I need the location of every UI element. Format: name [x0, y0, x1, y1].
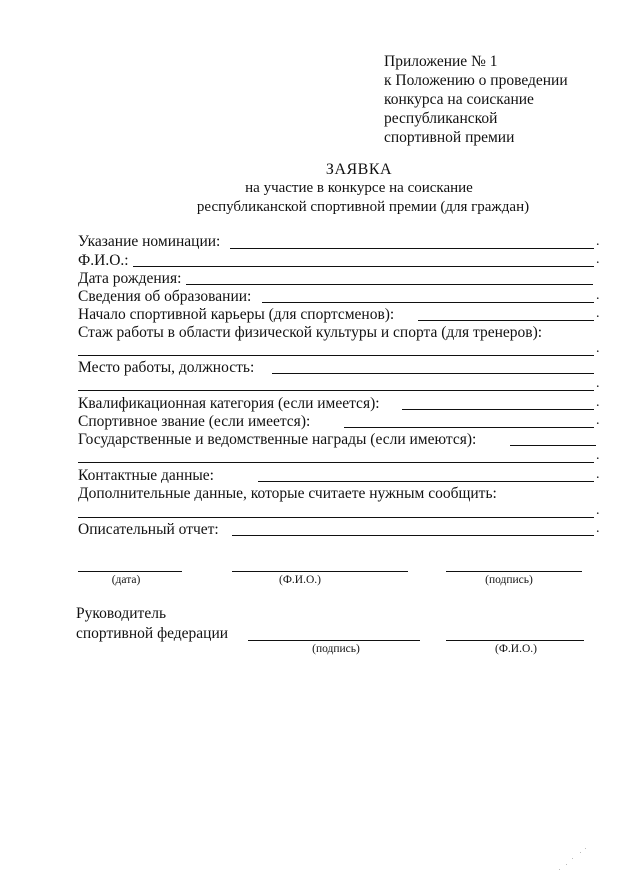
- education-input-line[interactable]: [262, 302, 594, 303]
- scan-speck: [559, 869, 560, 870]
- line-dot: .: [596, 503, 600, 518]
- line-dot: .: [596, 376, 600, 391]
- awards-input-line[interactable]: [510, 445, 596, 446]
- scan-speck: [572, 858, 573, 859]
- date-signature-line[interactable]: [78, 571, 182, 572]
- appendix-line: спортивной премии: [384, 129, 515, 146]
- line-dot: .: [596, 234, 600, 249]
- sport-title-input-line[interactable]: [344, 427, 594, 428]
- line-dot: .: [596, 341, 600, 356]
- field-label-birth-date: Дата рождения:: [78, 270, 182, 287]
- contacts-input-line[interactable]: [258, 481, 594, 482]
- field-label-additional: Дополнительные данные, которые считаете нужным сообщить:: [78, 485, 497, 502]
- sign-caption: (подпись): [485, 574, 533, 586]
- workplace-input-line-2[interactable]: [78, 390, 594, 391]
- line-dot: .: [596, 395, 600, 410]
- date-caption: (дата): [111, 574, 141, 586]
- awards-input-line-2[interactable]: [78, 462, 594, 463]
- report-input-line[interactable]: [232, 535, 594, 536]
- leader-fio-caption: (Ф.И.О.): [495, 643, 537, 655]
- leader-federation: спортивной федерации: [76, 625, 229, 642]
- appendix-line: конкурса на соискание: [384, 91, 534, 108]
- fio-signature-line[interactable]: [232, 571, 408, 572]
- fio-input-line[interactable]: [133, 266, 594, 267]
- appendix-header: [384, 52, 568, 147]
- appendix-line: республиканской: [384, 110, 498, 127]
- title-subtitle: республиканской спортивной премии (для граждан): [196, 199, 530, 215]
- line-dot: .: [596, 306, 600, 321]
- scan-speck: [566, 864, 567, 865]
- experience-input-line[interactable]: [78, 355, 594, 356]
- nomination-input-line[interactable]: [230, 248, 594, 249]
- qualification-input-line[interactable]: [402, 409, 594, 410]
- field-label-contacts: Контактные данные:: [78, 467, 214, 484]
- title-subtitle: на участие в конкурсе на соискание: [245, 180, 473, 196]
- line-dot: .: [596, 413, 600, 428]
- leader-fio-line[interactable]: [446, 640, 584, 641]
- leader-sign-caption: (подпись): [312, 643, 360, 655]
- field-label-nomination: Указание номинации:: [78, 233, 221, 250]
- leader-sign-line[interactable]: [248, 640, 420, 641]
- field-label-qualification: Квалификационная категория (если имеется):: [78, 395, 380, 412]
- additional-input-line[interactable]: [78, 517, 594, 518]
- appendix-line: к Положению о проведении: [384, 72, 568, 89]
- field-label-report: Описательный отчет:: [78, 521, 219, 538]
- line-dot: .: [596, 521, 600, 536]
- line-dot: .: [596, 448, 600, 463]
- line-dot: .: [596, 288, 600, 303]
- field-label-workplace: Место работы, должность:: [78, 359, 255, 376]
- field-label-fio: Ф.И.О.:: [78, 252, 129, 269]
- birth-date-input-line[interactable]: [186, 284, 593, 285]
- workplace-input-line[interactable]: [272, 373, 594, 374]
- field-label-awards: Государственные и ведомственные награды (если имеются):: [78, 431, 477, 448]
- line-dot: .: [596, 467, 600, 482]
- field-label-experience: Стаж работы в области физической культуры и спорта (для тренеров):: [78, 324, 543, 341]
- field-label-sport-title: Спортивное звание (если имеется):: [78, 413, 311, 430]
- field-label-education: Сведения об образовании:: [78, 288, 252, 305]
- field-label-career-start: Начало спортивной карьеры (для спортсменов):: [78, 306, 395, 323]
- appendix-line: Приложение № 1: [384, 53, 498, 70]
- scan-speck: [585, 848, 586, 849]
- line-dot: .: [596, 252, 600, 267]
- document-title: [0, 160, 640, 217]
- career-start-input-line[interactable]: [418, 320, 594, 321]
- title-main: ЗАЯВКА: [325, 161, 393, 178]
- fio-caption: (Ф.И.О.): [279, 574, 321, 586]
- sign-signature-line[interactable]: [446, 571, 582, 572]
- scan-speck: [580, 852, 581, 853]
- leader-title: Руководитель: [76, 605, 167, 622]
